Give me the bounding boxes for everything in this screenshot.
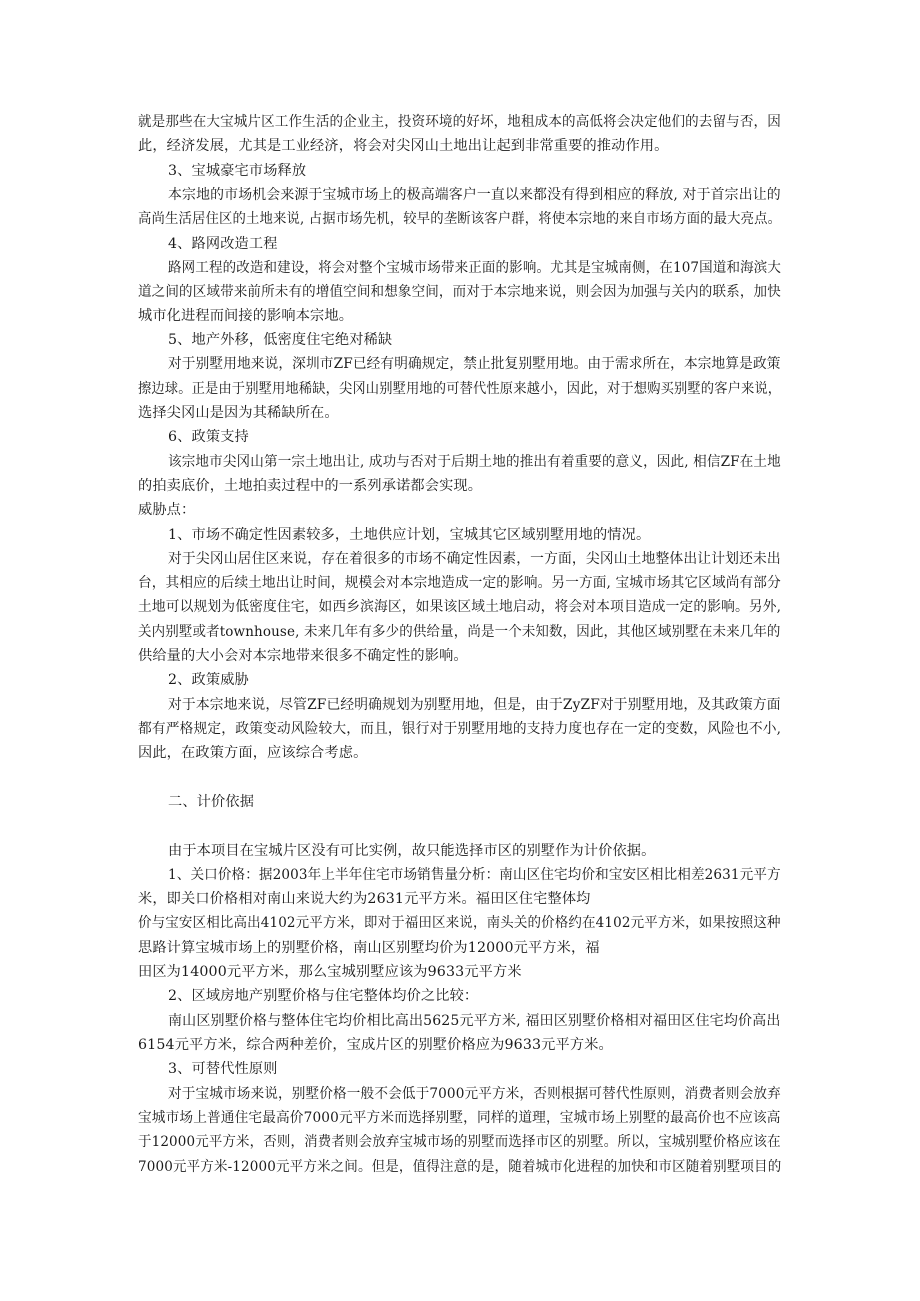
text-line: 由于本项目在宝城片区没有可比实例，故只能选择市区的别墅作为计价依据。	[168, 843, 656, 859]
text-line: 就是那些在大宝城片区工作生活的企业主，投资环境的好坏，地租成本的高低将会决定他们的去留与否，因	[138, 114, 781, 130]
text-line: 7000元平方米-12000元平方米之间。但是，值得注意的是，随着城市化进程的加快和市区随着别墅项目的	[138, 1159, 782, 1175]
text-line: 威胁点：	[138, 502, 196, 518]
text-line: 于12000元平方米，否则，消费者则会放弃宝城市场的别墅而选择市区的别墅。所以，宝城别墅价格应该在	[138, 1134, 781, 1150]
text-line: 5、地产外移，低密度住宅绝对稀缺	[168, 332, 393, 348]
text-line: 6、政策支持	[168, 429, 249, 445]
text-line: 6154元平方米，综合两种差价，宝成片区的别墅价格应为9633元平方米。	[138, 1037, 613, 1053]
text-line: 南山区别墅价格与整体住宅均价相比高出5625元平方米, 福田区别墅价格相对福田区住宅均价高出	[168, 1013, 781, 1029]
text-line: 擦边球。正是由于别墅用地稀缺，尖冈山别墅用地的可替代性原来越小，因此，对于想购买别墅的客户来说，	[138, 381, 782, 397]
text-line: 对于别墅用地来说，深圳市ZF已经有明确规定，禁止批复别墅用地。由于需求所在，本宗地算是政策	[168, 356, 781, 372]
text-line: 该宗地市尖冈山第一宗土地出让, 成功与否对于后期土地的推出有着重要的意义，因此, 相信ZF在土地	[168, 454, 781, 470]
text-line: 道之间的区域带来前所未有的增值空间和想象空间，而对于本宗地来说，则会因为加强与关内的联系，加快	[138, 284, 781, 300]
text-line: 城市化进程而间接的影响本宗地。	[138, 308, 354, 324]
text-line: 本宗地的市场机会来源于宝城市场上的极高端客户一直以来都没有得到相应的释放, 对于首宗出让的	[168, 187, 781, 203]
text-line: 宝城市场上普通住宅最高价7000元平方米而选择别墅，同样的道理，宝城市场上别墅的最高价也不应该高	[138, 1110, 781, 1126]
text-line: 的拍卖底价，土地拍卖过程中的一系列承诺都会实现。	[138, 478, 483, 494]
text-line: 3、可替代性原则	[168, 1061, 278, 1077]
text-line: 4、路网改造工程	[168, 236, 278, 252]
text-line: 米，即关口价格相对南山来说大约为2631元平方米。福田区住宅整体均	[138, 891, 591, 907]
text-line: 高尚生活居住区的土地来说, 占据市场先机，较早的垄断该客户群，将使本宗地的来自市场方面的最大亮点。	[138, 211, 782, 227]
text-line: 此，经济发展，尤其是工业经济，将会对尖冈山土地出让起到非常重要的推动作用。	[138, 138, 669, 154]
text-line: 1、市场不确定性因素较多，土地供应计划，宝城其它区域别墅用地的情况。	[168, 527, 651, 543]
text-line: 1、关口价格：据2003年上半年住宅市场销售量分析：南山区住宅均价和宝安区相比相差2631元平方	[168, 867, 781, 883]
text-line: 田区为14000元平方米，那么宝城别墅应该为9633元平方米	[138, 964, 522, 980]
text-line: 选择尖冈山是因为其稀缺所在。	[138, 405, 339, 421]
text-line: 2、政策威胁	[168, 672, 249, 688]
text-line: 路网工程的改造和建设，将会对整个宝城市场带来正面的影响。尤其是宝城南侧，在107国道和海滨大	[168, 260, 782, 276]
text-line: 对于尖冈山居住区来说，存在着很多的市场不确定性因素，一方面，尖冈山土地整体出让计划还未出	[168, 551, 781, 567]
text-line: 因此，在政策方面，应该综合考虑。	[138, 745, 368, 761]
text-line: 关内别墅或者townhouse, 未来几年有多少的供给量，尚是一个未知数，因此，其他区域别墅在未来几年的	[138, 624, 781, 640]
text-line: 2、区域房地产别墅价格与住宅整体均价之比较：	[168, 988, 479, 1004]
text-line: 思路计算宝城市场上的别墅价格，南山区别墅均价为12000元平方米，福	[138, 940, 600, 956]
text-line: 台，其相应的后续土地出让时间，规模会对本宗地造成一定的影响。另一方面, 宝城市场其它区域尚有部分	[138, 575, 781, 591]
text-line: 对于宝城市场来说，别墅价格一般不会低于7000元平方米，否则根据可替代性原则，消费者则会放弃	[168, 1086, 781, 1102]
text-line: 价与宝安区相比高出4102元平方米，即对于福田区来说，南头关的价格约在4102元平方米，如果按照这种	[138, 915, 781, 931]
text-line: 供给量的大小会对本宗地带来很多不确定性的影响。	[138, 648, 468, 664]
text-line: 土地可以规划为低密度住宅，如西乡滨海区，如果该区域土地启动，将会对本项目造成一定的影响。另外,	[138, 599, 782, 615]
text-line: 二、计价依据	[168, 794, 255, 810]
text-line: 对于本宗地来说，尽管ZF已经明确规划为别墅用地，但是，由于ZyZF对于别墅用地，及其政策方面	[168, 697, 781, 713]
text-line: 3、宝城豪宅市场释放	[168, 163, 307, 179]
text-line: 都有严格规定，政策变动风险较大，而且，银行对于别墅用地的支持力度也存在一定的变数，风险也不小,	[138, 721, 782, 737]
